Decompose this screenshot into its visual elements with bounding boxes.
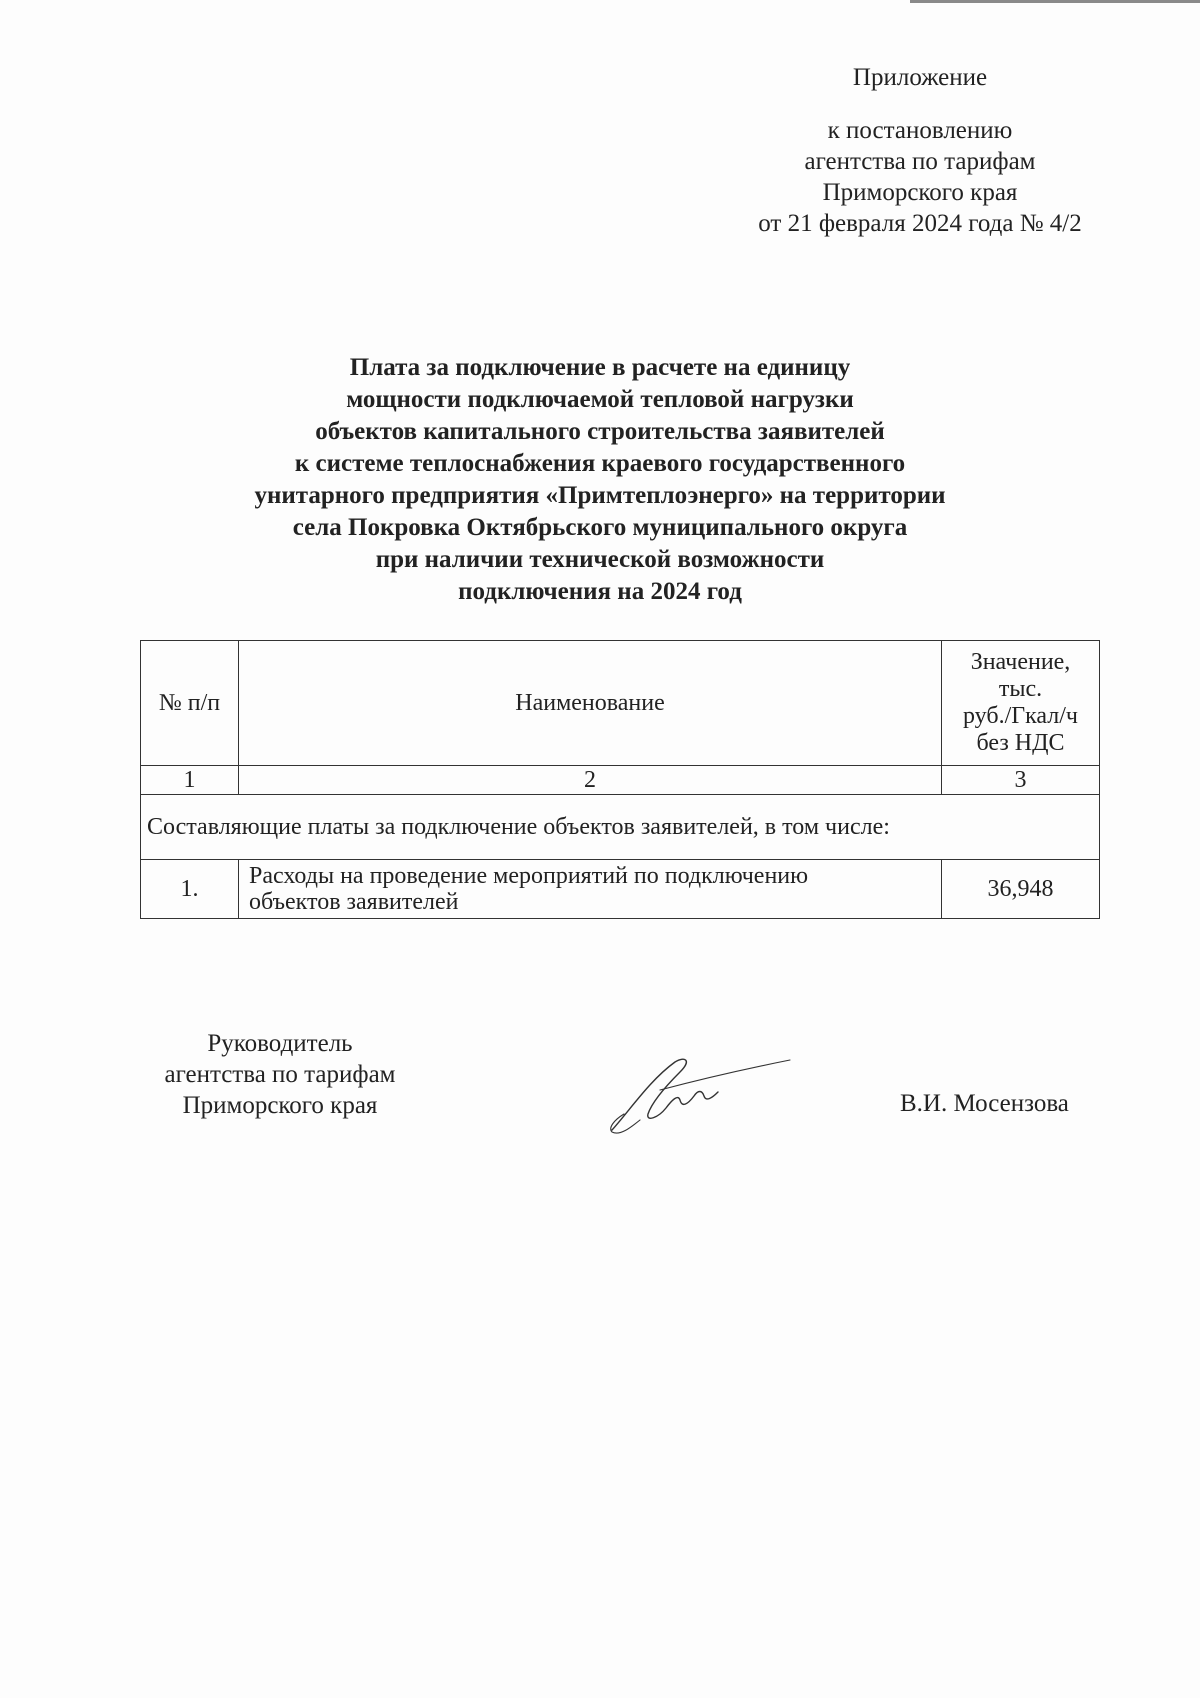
row-name-line: Расходы на проведение мероприятий по подключению bbox=[249, 863, 809, 889]
section-label: Составляющие платы за подключение объектов заявителей, в том числе: bbox=[141, 795, 1100, 860]
document-title bbox=[180, 352, 1020, 608]
column-number: 3 bbox=[942, 766, 1100, 795]
table-header-row bbox=[141, 641, 1100, 766]
appendix-line: к постановлению bbox=[827, 117, 1013, 144]
column-number: 2 bbox=[239, 766, 942, 795]
row-name-line: объектов заявителей bbox=[249, 889, 459, 915]
appendix-header bbox=[730, 62, 1110, 239]
handwritten-signature bbox=[600, 1050, 800, 1140]
row-value: 36,948 bbox=[942, 860, 1100, 919]
signer-position-line: агентства по тарифам bbox=[164, 1061, 396, 1088]
header-value-line: тыс. bbox=[998, 676, 1043, 702]
appendix-label: Приложение bbox=[852, 64, 988, 91]
appendix-line: Приморского края bbox=[822, 179, 1018, 206]
header-number: № п/п bbox=[141, 641, 239, 766]
title-line: подключения на 2024 год bbox=[458, 578, 742, 605]
section-row bbox=[141, 795, 1100, 860]
appendix-line: агентства по тарифам bbox=[804, 148, 1036, 175]
signer-position-line: Руководитель bbox=[207, 1030, 353, 1057]
header-name: Наименование bbox=[239, 641, 942, 766]
scan-edge-line bbox=[910, 0, 1200, 3]
signer-position-line: Приморского края bbox=[182, 1092, 378, 1119]
signer-name: В.И. Мосензова bbox=[900, 1090, 1069, 1117]
header-value-line: руб./Гкал/ч bbox=[963, 703, 1078, 729]
table-row bbox=[141, 860, 1100, 919]
title-line: Плата за подключение в расчете на единицу bbox=[349, 354, 851, 381]
title-line: объектов капитального строительства заявителей bbox=[315, 418, 885, 445]
title-line: к системе теплоснабжения краевого государственного bbox=[294, 450, 906, 477]
appendix-date-line: от 21 февраля 2024 года № 4/2 bbox=[758, 210, 1082, 237]
title-line: унитарного предприятия «Примтеплоэнерго» на территории bbox=[254, 482, 946, 509]
row-number: 1. bbox=[141, 860, 239, 919]
title-line: села Покровка Октябрьского муниципального округа bbox=[292, 514, 908, 541]
row-name bbox=[239, 860, 942, 919]
column-number-row bbox=[141, 766, 1100, 795]
header-value bbox=[942, 641, 1100, 766]
signer-position bbox=[140, 1028, 420, 1121]
header-value-line: Значение, bbox=[970, 649, 1071, 675]
title-line: мощности подключаемой тепловой нагрузки bbox=[346, 386, 854, 413]
header-value-line: без НДС bbox=[976, 730, 1065, 756]
column-number: 1 bbox=[141, 766, 239, 795]
title-line: при наличии технической возможности bbox=[375, 546, 825, 573]
tariff-table bbox=[140, 640, 1100, 919]
